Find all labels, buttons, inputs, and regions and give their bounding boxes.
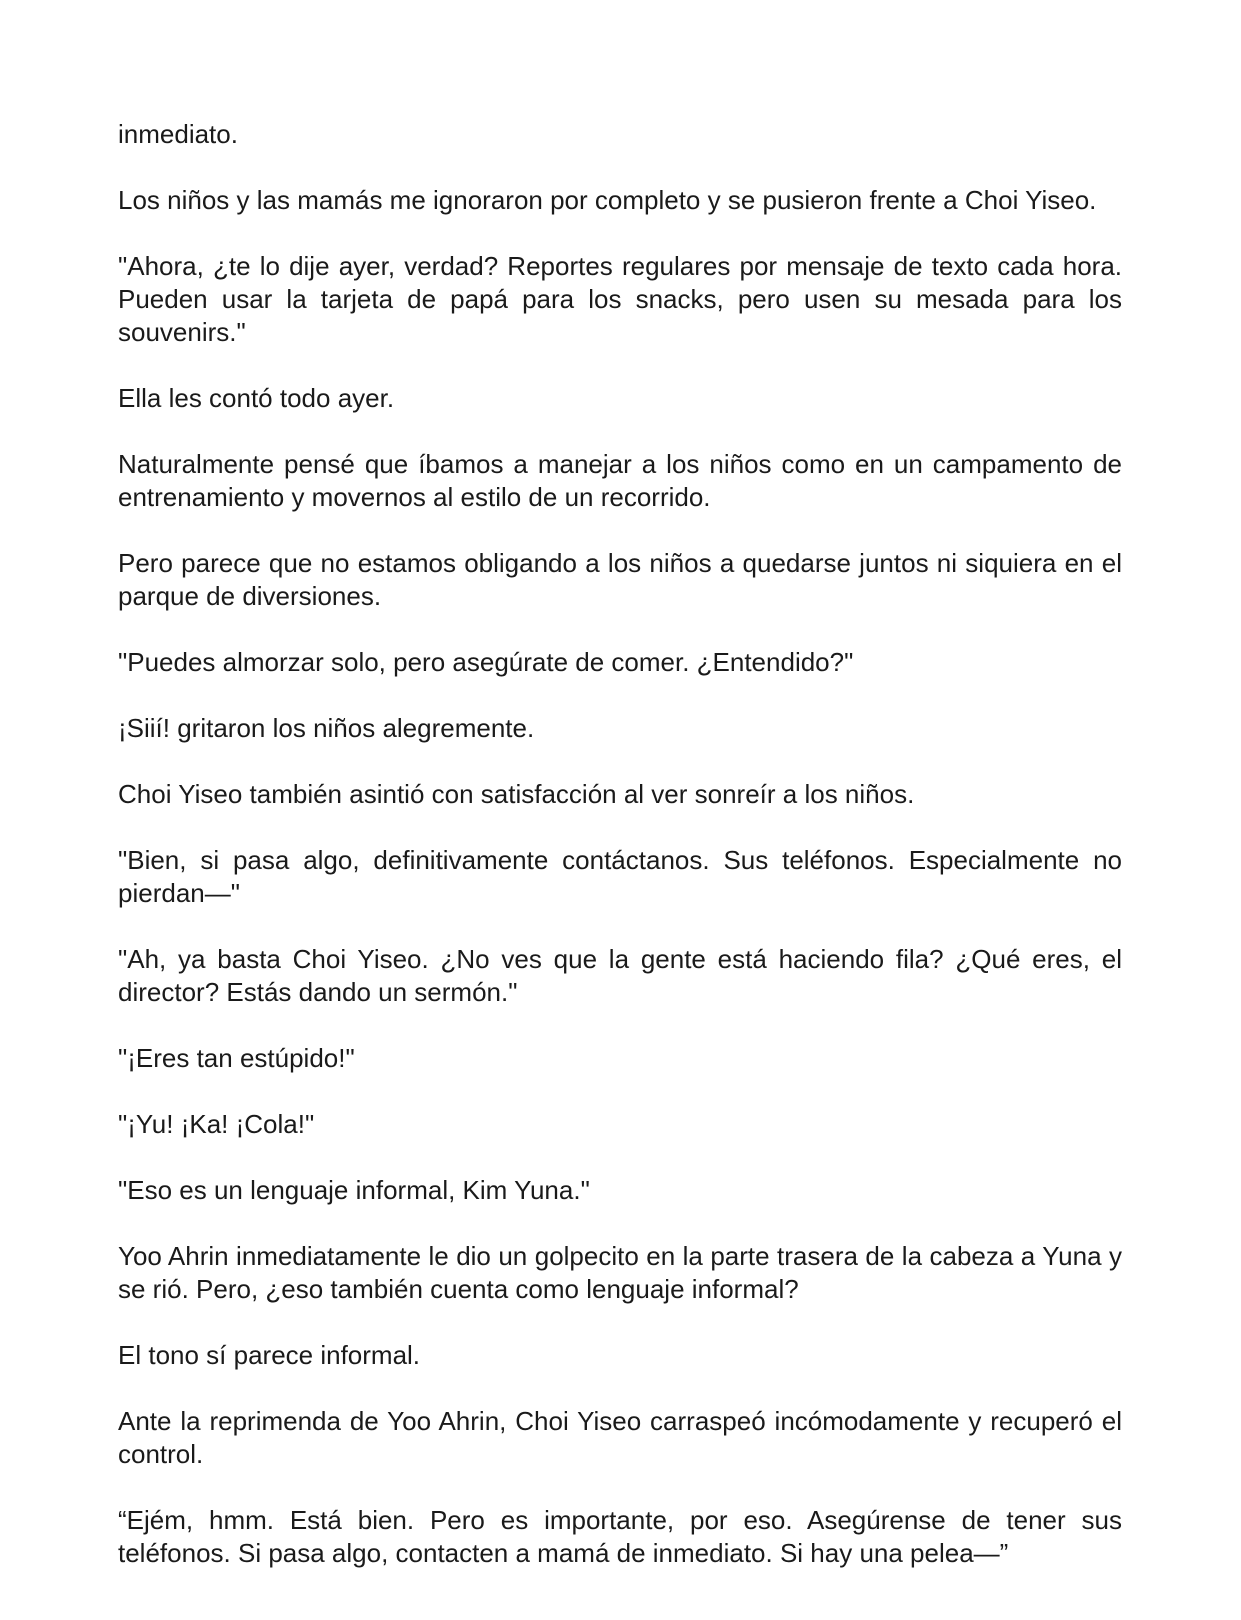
paragraph: "Eso es un lenguaje informal, Kim Yuna."	[118, 1175, 590, 1205]
paragraph: El tono sí parece informal.	[118, 1340, 421, 1370]
paragraph: Ella les contó todo ayer.	[118, 383, 395, 413]
paragraph: Choi Yiseo también asintió con satisfacción al ver sonreír a los niños.	[118, 779, 915, 809]
paragraph: Pero parece que no estamos obligando a los niños a quedarse juntos ni siquiera en el parque de diversiones.	[118, 548, 1122, 611]
paragraph: inmediato.	[118, 119, 238, 149]
paragraph: "Ahora, ¿te lo dije ayer, verdad? Reportes regulares por mensaje de texto cada hora. Pueden usar la tarjeta de papá para los snacks, pero usen su mesada para los souvenirs."	[118, 251, 1122, 347]
document-body	[118, 118, 1122, 1603]
paragraph: "Puedes almorzar solo, pero asegúrate de comer. ¿Entendido?"	[118, 647, 854, 677]
paragraph: ¡Siií! gritaron los niños alegremente.	[118, 713, 535, 743]
paragraph: Naturalmente pensé que íbamos a manejar a los niños como en un campamento de entrenamiento y movernos al estilo de un recorrido.	[118, 449, 1122, 512]
paragraph: Yoo Ahrin inmediatamente le dio un golpecito en la parte trasera de la cabeza a Yuna y se rió. Pero, ¿eso también cuenta como lenguaje informal?	[118, 1241, 1122, 1304]
paragraph: "Ah, ya basta Choi Yiseo. ¿No ves que la gente está haciendo fila? ¿Qué eres, el director? Estás dando un sermón."	[118, 944, 1122, 1007]
paragraph: "¡Yu! ¡Ka! ¡Cola!"	[118, 1109, 315, 1139]
paragraph: “Ejém, hmm. Está bien. Pero es importante, por eso. Asegúrense de tener sus teléfonos. Si pasa algo, contacten a mamá de inmediato. Si hay una pelea—”	[118, 1505, 1122, 1568]
paragraph: Los niños y las mamás me ignoraron por completo y se pusieron frente a Choi Yiseo.	[118, 185, 1097, 215]
paragraph: "Bien, si pasa algo, definitivamente contáctanos. Sus teléfonos. Especialmente no pierdan—"	[118, 845, 1122, 908]
paragraph: "¡Eres tan estúpido!"	[118, 1043, 355, 1073]
paragraph: Ante la reprimenda de Yoo Ahrin, Choi Yiseo carraspeó incómodamente y recuperó el control.	[118, 1406, 1122, 1469]
